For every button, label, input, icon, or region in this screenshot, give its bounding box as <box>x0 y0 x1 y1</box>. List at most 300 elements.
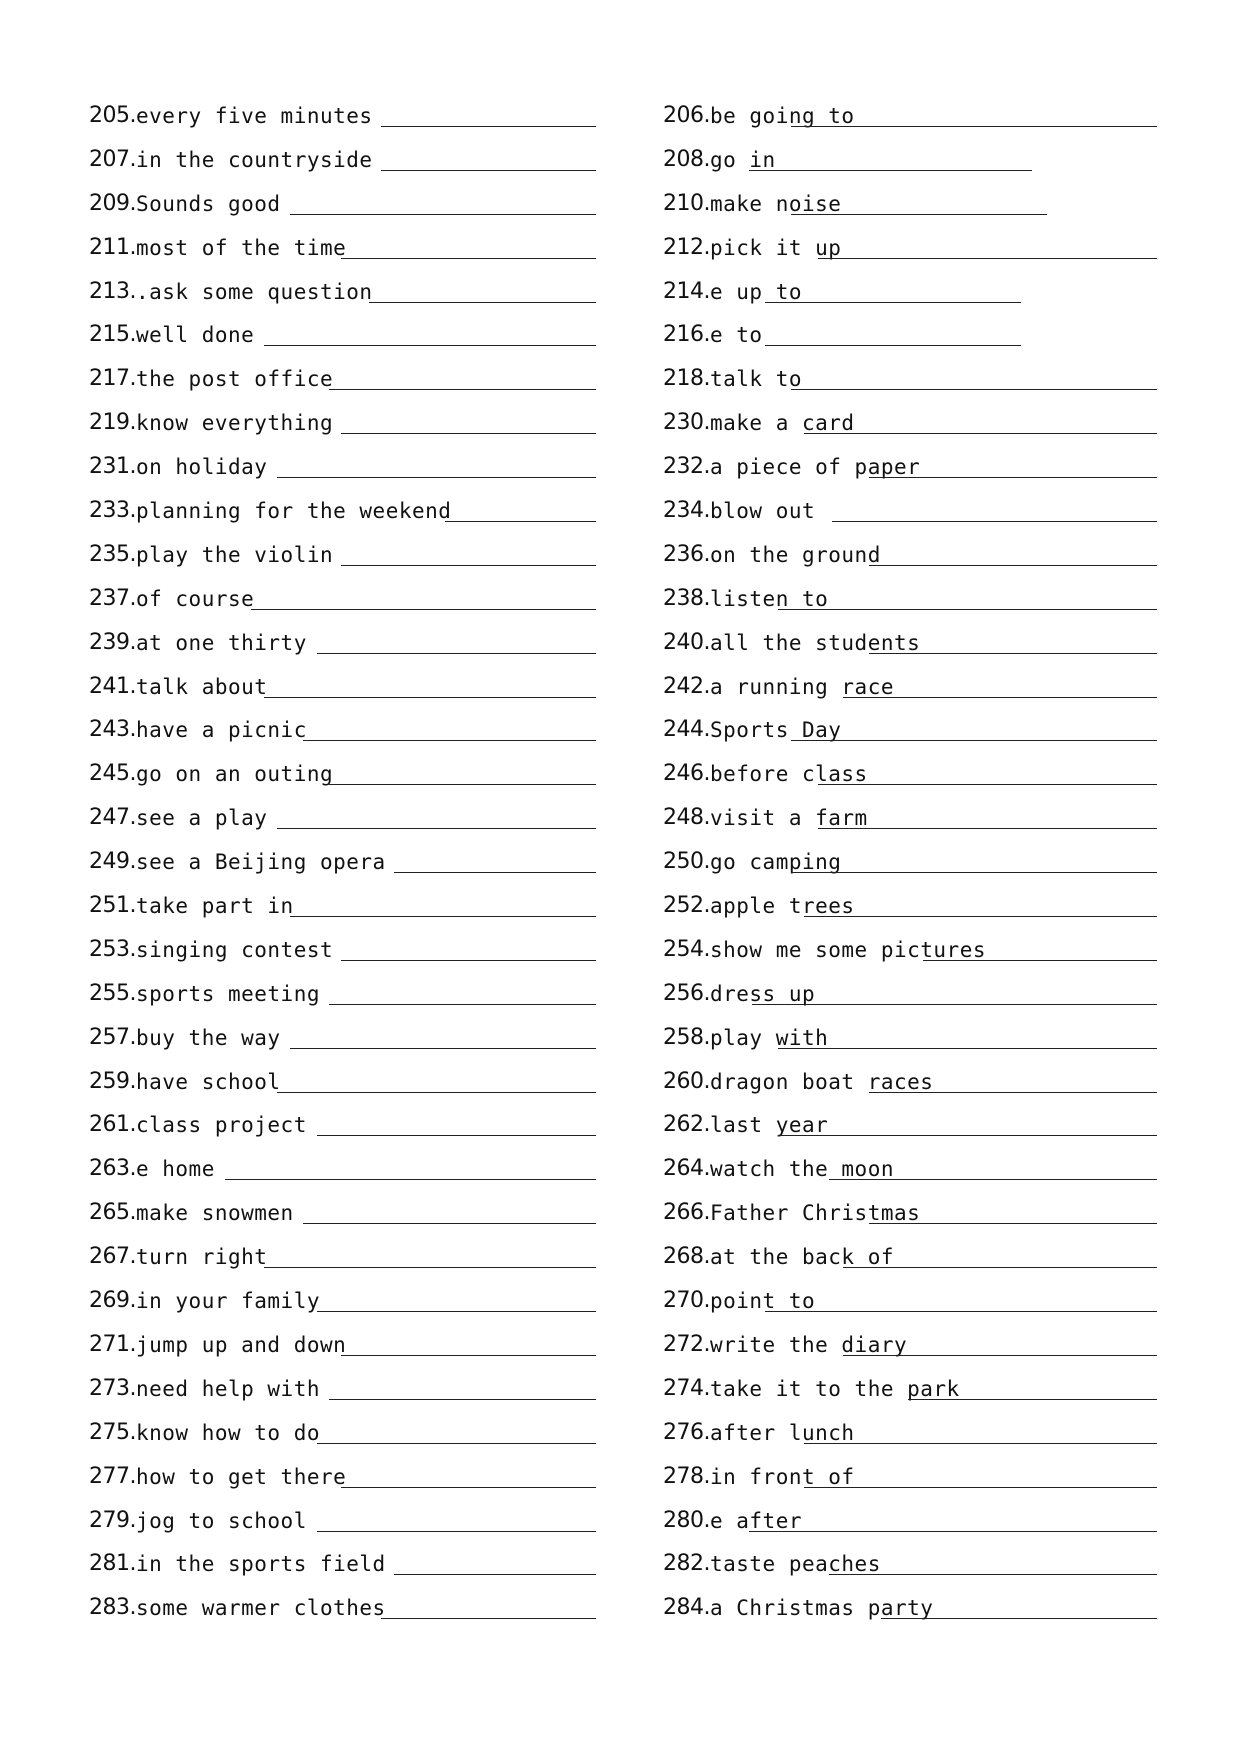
phrase-entry <box>663 226 841 260</box>
list-item <box>663 972 1159 1016</box>
item-phrase: e to <box>709 323 763 348</box>
item-phrase: blow out <box>709 499 816 524</box>
list-item <box>663 1586 1159 1630</box>
item-number: 212. <box>663 234 710 260</box>
phrase-entry <box>89 1499 307 1533</box>
phrase-entry <box>89 1323 346 1357</box>
list-item <box>663 489 1159 533</box>
list-item <box>89 1411 598 1455</box>
phrase-entry <box>663 1279 815 1313</box>
item-phrase: Sounds good <box>135 191 281 216</box>
list-item <box>89 533 598 577</box>
answer-blank-line[interactable] <box>277 1092 596 1093</box>
phrase-entry <box>89 1060 281 1094</box>
item-phrase: apple trees <box>709 894 855 919</box>
phrase-entry <box>89 884 294 918</box>
phrase-entry <box>663 401 855 435</box>
item-phrase: dragon boat races <box>709 1069 934 1094</box>
phrase-entry <box>663 1060 933 1094</box>
answer-blank-line[interactable] <box>778 1048 1157 1049</box>
item-phrase: know how to do <box>135 1420 320 1445</box>
phrase-entry <box>89 357 333 391</box>
list-item <box>89 796 598 840</box>
item-number: 206. <box>663 103 710 128</box>
answer-blank-line[interactable] <box>869 477 1157 478</box>
list-item <box>663 1016 1159 1060</box>
phrase-entry <box>89 796 267 830</box>
phrase-entry <box>663 94 855 128</box>
item-phrase: well done <box>135 323 255 348</box>
answer-blank-line[interactable] <box>832 521 1157 522</box>
list-item <box>663 752 1159 796</box>
answer-blank-line[interactable] <box>277 477 596 478</box>
phrase-entry <box>89 1367 320 1401</box>
answer-blank-line[interactable] <box>317 653 596 654</box>
list-item <box>89 884 598 928</box>
answer-blank-line[interactable] <box>765 1311 1157 1312</box>
phrase-entry <box>663 1147 894 1181</box>
answer-blank-line[interactable] <box>341 565 596 566</box>
phrase-entry <box>89 1016 281 1050</box>
item-number: 236. <box>663 541 710 567</box>
item-number: 269. <box>89 1288 136 1314</box>
answer-blank-line[interactable] <box>341 960 596 961</box>
item-number: 258. <box>663 1024 710 1050</box>
list-item <box>89 621 598 665</box>
list-item <box>89 226 598 270</box>
answer-blank-line[interactable] <box>264 1267 596 1268</box>
answer-blank-line[interactable] <box>818 784 1157 785</box>
item-number: 242. <box>663 673 710 699</box>
item-number: 214. <box>663 278 710 304</box>
phrase-entry <box>663 489 815 523</box>
item-number: 244. <box>663 717 710 743</box>
answer-blank-line[interactable] <box>329 784 596 785</box>
answer-blank-line[interactable] <box>290 214 596 215</box>
item-phrase: need help with <box>135 1376 320 1401</box>
list-item <box>89 1191 598 1235</box>
answer-blank-line[interactable] <box>381 170 596 171</box>
answer-blank-line[interactable] <box>804 916 1157 917</box>
item-number: 215. <box>89 322 136 348</box>
phrase-entry <box>663 1499 802 1533</box>
item-phrase: of course <box>135 586 255 611</box>
phrase-entry <box>663 182 841 216</box>
list-item <box>663 708 1159 752</box>
phrase-entry <box>663 752 868 786</box>
list-item <box>663 1279 1159 1323</box>
phrase-entry <box>663 1016 828 1050</box>
item-phrase: e up to <box>709 279 802 304</box>
item-phrase: be going to <box>709 104 855 128</box>
item-phrase: show me some pictures <box>709 937 986 962</box>
list-item <box>89 270 598 314</box>
phrase-entry <box>89 1147 215 1181</box>
phrase-entry <box>89 445 267 479</box>
item-phrase: a Christmas party <box>709 1596 934 1621</box>
answer-blank-line[interactable] <box>791 389 1157 390</box>
list-item <box>89 1323 598 1367</box>
item-number: 254. <box>663 936 710 962</box>
answer-blank-line[interactable] <box>829 1574 1157 1575</box>
phrase-entry <box>89 1103 307 1137</box>
item-number: 250. <box>663 849 710 875</box>
item-phrase: on holiday <box>135 455 268 480</box>
list-item <box>663 270 1159 314</box>
item-number: 218. <box>663 366 710 392</box>
item-number: 234. <box>663 498 710 524</box>
phrase-entry <box>663 972 815 1006</box>
item-phrase: take it to the park <box>709 1376 960 1401</box>
phrase-entry <box>89 1455 346 1489</box>
item-phrase: go in <box>709 147 776 172</box>
item-phrase: take part in <box>135 894 294 919</box>
answer-blank-line[interactable] <box>225 1179 596 1180</box>
answer-blank-line[interactable] <box>445 521 596 522</box>
item-phrase: taste peaches <box>709 1552 881 1577</box>
item-phrase: make noise <box>709 191 842 216</box>
list-item <box>89 1103 598 1147</box>
list-item <box>89 1455 598 1499</box>
item-number: 272. <box>663 1331 710 1357</box>
left-column <box>89 94 598 1630</box>
answer-blank-line[interactable] <box>869 653 1157 654</box>
item-number: 279. <box>89 1507 136 1533</box>
answer-blank-line[interactable] <box>765 302 1021 303</box>
list-item <box>89 752 598 796</box>
item-phrase: sports meeting <box>135 981 320 1006</box>
list-item <box>663 621 1159 665</box>
answer-blank-line[interactable] <box>752 1004 1157 1005</box>
item-phrase: play with <box>709 1025 829 1050</box>
item-phrase: in your family <box>135 1289 320 1314</box>
item-phrase: class project <box>135 1113 307 1138</box>
item-number: 281. <box>89 1551 136 1577</box>
phrase-entry <box>663 313 763 347</box>
list-item <box>89 357 598 401</box>
answer-blank-line[interactable] <box>394 872 596 873</box>
answer-blank-line[interactable] <box>341 1355 596 1356</box>
phrase-entry <box>663 445 920 479</box>
list-item <box>89 972 598 1016</box>
answer-blank-line[interactable] <box>778 1135 1157 1136</box>
item-phrase: turn right <box>135 1245 268 1270</box>
answer-blank-line[interactable] <box>818 258 1157 259</box>
answer-blank-line[interactable] <box>264 345 596 346</box>
answer-blank-line[interactable] <box>869 1092 1157 1093</box>
answer-blank-line[interactable] <box>329 389 596 390</box>
answer-blank-line[interactable] <box>869 565 1157 566</box>
item-number: 263. <box>89 1156 136 1182</box>
item-number: 219. <box>89 410 136 436</box>
phrase-entry <box>663 796 868 830</box>
answer-blank-line[interactable] <box>829 1179 1157 1180</box>
list-item <box>89 445 598 489</box>
item-phrase: talk about <box>135 674 268 699</box>
phrase-entry <box>663 708 841 742</box>
answer-blank-line[interactable] <box>843 1355 1157 1356</box>
phrase-entry <box>89 226 346 260</box>
item-phrase: listen to <box>709 586 829 611</box>
answer-blank-line[interactable] <box>804 433 1157 434</box>
phrase-entry <box>89 840 386 874</box>
item-phrase: pick it up <box>709 235 842 260</box>
item-phrase: have school <box>135 1069 281 1094</box>
item-number: 208. <box>663 146 710 172</box>
item-phrase: make snowmen <box>135 1201 294 1226</box>
list-item <box>89 840 598 884</box>
item-phrase: in front of <box>709 1464 855 1489</box>
answer-blank-line[interactable] <box>341 258 596 259</box>
item-number: 251. <box>89 893 136 919</box>
item-number: 284. <box>663 1595 710 1621</box>
phrase-entry <box>89 972 320 1006</box>
list-item <box>89 1542 598 1586</box>
item-phrase: after lunch <box>709 1420 855 1445</box>
phrase-entry <box>89 1235 267 1269</box>
item-number: 282. <box>663 1551 710 1577</box>
list-item <box>663 357 1159 401</box>
item-number: 252. <box>663 893 710 919</box>
item-number: 210. <box>663 190 710 216</box>
list-item <box>89 1016 598 1060</box>
item-phrase: jump up and down <box>135 1332 347 1357</box>
item-phrase: on the ground <box>709 542 881 567</box>
item-phrase: a running race <box>709 674 894 699</box>
list-item <box>663 577 1159 621</box>
item-number: 259. <box>89 1068 136 1094</box>
item-number: 246. <box>663 761 710 787</box>
item-number: 277. <box>89 1463 136 1489</box>
phrase-entry <box>89 489 451 523</box>
phrase-entry <box>663 1367 960 1401</box>
phrase-entry <box>663 621 920 655</box>
answer-blank-line[interactable] <box>290 1048 596 1049</box>
item-number: 209. <box>89 190 136 216</box>
phrase-entry <box>663 1103 828 1137</box>
list-item <box>663 313 1159 357</box>
phrase-entry <box>89 1542 386 1576</box>
list-item <box>89 665 598 709</box>
answer-blank-line[interactable] <box>749 1531 1157 1532</box>
answer-blank-line[interactable] <box>778 609 1157 610</box>
item-number: 239. <box>89 629 136 655</box>
phrase-entry <box>663 1542 881 1576</box>
item-number: 243. <box>89 717 136 743</box>
item-number: 260. <box>663 1068 710 1094</box>
phrase-entry <box>89 665 267 699</box>
list-item <box>89 94 598 138</box>
answer-blank-line[interactable] <box>881 1618 1157 1619</box>
phrase-entry <box>89 313 254 347</box>
phrase-entry <box>663 138 776 172</box>
item-number: 265. <box>89 1200 136 1226</box>
answer-blank-line[interactable] <box>341 433 596 434</box>
list-item <box>89 1367 598 1411</box>
answer-blank-line[interactable] <box>329 1004 596 1005</box>
list-item <box>663 1455 1159 1499</box>
item-number: 271. <box>89 1331 136 1357</box>
answer-blank-line[interactable] <box>264 697 596 698</box>
answer-blank-line[interactable] <box>329 1399 596 1400</box>
list-item <box>663 796 1159 840</box>
phrase-entry <box>663 1323 907 1357</box>
list-item <box>663 1323 1159 1367</box>
answer-blank-line[interactable] <box>317 1443 596 1444</box>
answer-blank-line[interactable] <box>317 1135 596 1136</box>
list-item <box>663 1367 1159 1411</box>
answer-blank-line[interactable] <box>791 126 1157 127</box>
item-number: 207. <box>89 146 136 172</box>
answer-blank-line[interactable] <box>381 126 596 127</box>
item-phrase: play the violin <box>135 542 334 567</box>
item-number: 257. <box>89 1024 136 1050</box>
phrase-entry <box>89 708 307 742</box>
item-number: 232. <box>663 454 710 480</box>
item-number: 235. <box>89 541 136 567</box>
list-item <box>663 1103 1159 1147</box>
list-item <box>663 1147 1159 1191</box>
item-number: 231. <box>89 454 136 480</box>
answer-blank-line[interactable] <box>791 214 1047 215</box>
phrase-entry <box>89 94 373 128</box>
phrase-entry <box>663 1191 920 1225</box>
answer-blank-line[interactable] <box>791 740 1157 741</box>
item-number: 247. <box>89 805 136 831</box>
item-number: 255. <box>89 980 136 1006</box>
list-item <box>89 1279 598 1323</box>
answer-blank-line[interactable] <box>394 1574 596 1575</box>
answer-blank-line[interactable] <box>749 170 1032 171</box>
answer-blank-line[interactable] <box>303 740 596 741</box>
list-item <box>663 840 1159 884</box>
item-phrase: some warmer clothes <box>135 1596 386 1621</box>
list-item <box>89 489 598 533</box>
list-item <box>89 182 598 226</box>
item-phrase: talk to <box>709 367 802 392</box>
phrase-entry <box>663 665 894 699</box>
item-number: 283. <box>89 1595 136 1621</box>
answer-blank-line[interactable] <box>290 916 596 917</box>
answer-blank-line[interactable] <box>791 872 1157 873</box>
list-item <box>89 1235 598 1279</box>
answer-blank-line[interactable] <box>843 1267 1157 1268</box>
answer-blank-line[interactable] <box>251 609 596 610</box>
item-phrase: before class <box>709 762 868 787</box>
phrase-entry <box>663 1411 855 1445</box>
item-number: 270. <box>663 1288 710 1314</box>
answer-blank-line[interactable] <box>869 1223 1157 1224</box>
item-number: 248. <box>663 805 710 831</box>
answer-blank-line[interactable] <box>908 1399 1157 1400</box>
item-phrase: singing contest <box>135 937 334 962</box>
answer-blank-line[interactable] <box>303 1223 596 1224</box>
item-number: 262. <box>663 1112 710 1138</box>
item-phrase: a piece of paper <box>709 455 921 480</box>
phrase-entry <box>89 621 307 655</box>
item-phrase: buy the way <box>135 1025 281 1050</box>
item-phrase: e home <box>135 1157 215 1182</box>
list-item <box>663 445 1159 489</box>
list-item <box>663 94 1159 138</box>
answer-blank-line[interactable] <box>369 302 596 303</box>
list-item <box>663 1542 1159 1586</box>
phrase-entry <box>663 1586 933 1620</box>
phrase-entry <box>89 577 254 611</box>
answer-blank-line[interactable] <box>277 828 596 829</box>
item-number: 267. <box>89 1244 136 1270</box>
item-number: 216. <box>663 322 710 348</box>
phrase-entry <box>663 1455 855 1489</box>
phrase-entry <box>89 138 373 172</box>
item-phrase: most of the time <box>135 235 347 260</box>
item-number: 233. <box>89 498 136 524</box>
list-item <box>663 1411 1159 1455</box>
item-phrase: watch the moon <box>709 1157 894 1182</box>
item-number: 275. <box>89 1419 136 1445</box>
list-item <box>663 1499 1159 1543</box>
answer-blank-line[interactable] <box>381 1618 596 1619</box>
item-number: 237. <box>89 585 136 611</box>
item-phrase: dress up <box>709 981 816 1006</box>
list-item <box>89 1499 598 1543</box>
item-phrase: have a picnic <box>135 718 307 743</box>
item-number: 230. <box>663 410 710 436</box>
item-phrase: .ask some question <box>135 279 373 304</box>
item-phrase: see a Beijing opera <box>135 850 386 875</box>
item-number: 264. <box>663 1156 710 1182</box>
list-item <box>663 182 1159 226</box>
item-number: 241. <box>89 673 136 699</box>
item-number: 266. <box>663 1200 710 1226</box>
item-number: 274. <box>663 1375 710 1401</box>
item-phrase: write the diary <box>709 1332 908 1357</box>
answer-blank-line[interactable] <box>317 1531 596 1532</box>
item-number: 273. <box>89 1375 136 1401</box>
item-number: 245. <box>89 761 136 787</box>
answer-blank-line[interactable] <box>818 828 1157 829</box>
item-phrase: every five minutes <box>135 104 373 128</box>
answer-blank-line[interactable] <box>804 1443 1157 1444</box>
item-phrase: in the sports field <box>135 1552 386 1577</box>
item-phrase: all the students <box>709 630 921 655</box>
answer-blank-line[interactable] <box>843 697 1157 698</box>
item-number: 278. <box>663 1463 710 1489</box>
list-item <box>663 665 1159 709</box>
list-item <box>663 138 1159 182</box>
item-phrase: visit a farm <box>709 806 868 831</box>
item-phrase: e after <box>709 1508 802 1533</box>
list-item <box>663 928 1159 972</box>
answer-blank-line[interactable] <box>804 1487 1157 1488</box>
item-number: 256. <box>663 980 710 1006</box>
item-number: 261. <box>89 1112 136 1138</box>
answer-blank-line[interactable] <box>341 1487 596 1488</box>
phrase-entry <box>89 182 281 216</box>
item-phrase: Sports Day <box>709 718 842 743</box>
item-phrase: at the back of <box>709 1245 894 1270</box>
answer-blank-line[interactable] <box>923 960 1157 961</box>
answer-blank-line[interactable] <box>317 1311 596 1312</box>
answer-blank-line[interactable] <box>765 345 1021 346</box>
phrase-entry <box>663 840 841 874</box>
list-item <box>89 577 598 621</box>
item-phrase: see a play <box>135 806 268 831</box>
phrase-entry <box>89 928 333 962</box>
item-phrase: Father Christmas <box>709 1201 921 1226</box>
item-number: 253. <box>89 936 136 962</box>
list-item <box>663 1191 1159 1235</box>
